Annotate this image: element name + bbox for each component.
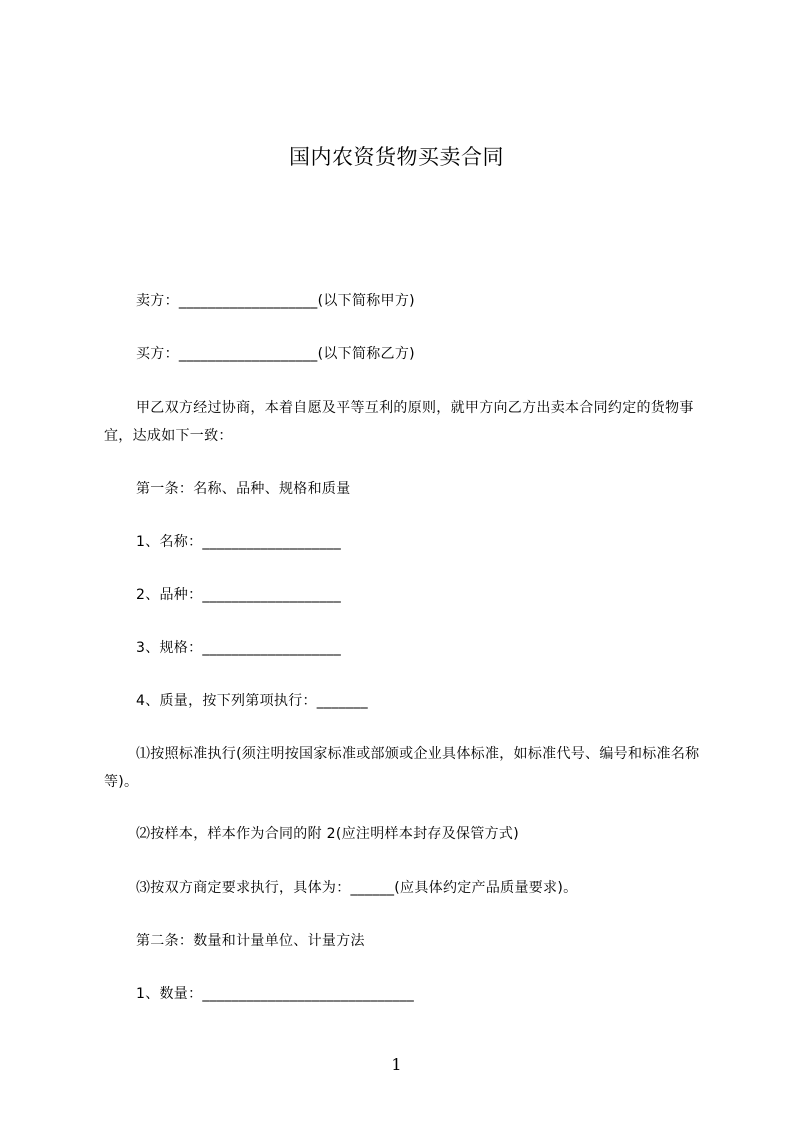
item-spec-line: 3、规格：___________________ bbox=[136, 640, 342, 656]
page-number: 1 bbox=[391, 1055, 402, 1074]
item-quantity-line: 1、数量：_____________________________ bbox=[136, 986, 415, 1002]
quality-option-3: ⑶按双方商定要求执行，具体为：______(应具体约定产品质量要求)。 bbox=[136, 880, 578, 896]
item-name-line: 1、名称：___________________ bbox=[136, 534, 342, 550]
seller-line: 卖方：___________________(以下简称甲方) bbox=[136, 293, 415, 309]
quality-option-1: ⑴按照标准执行(须注明按国家标准或部颁或企业具体标准，如标准代号、编号和标准名称等)。 bbox=[104, 746, 700, 790]
document-title: 国内农资货物买卖合同 bbox=[289, 145, 504, 169]
article1-heading: 第一条：名称、品种、规格和质量 bbox=[136, 481, 351, 497]
item-quality-line: 4、质量，按下列第项执行：_______ bbox=[136, 693, 368, 709]
article2-heading: 第二条：数量和计量单位、计量方法 bbox=[136, 933, 365, 949]
item-variety-line: 2、品种：___________________ bbox=[136, 587, 342, 603]
intro-paragraph: 甲乙双方经过协商，本着自愿及平等互利的原则，就甲方向乙方出卖本合同约定的货物事宜，达成如下一致： bbox=[104, 400, 694, 444]
buyer-line: 买方：___________________(以下简称乙方) bbox=[136, 346, 415, 362]
quality-option-2: ⑵按样本，样本作为合同的附 2(应注明样本封存及保管方式) bbox=[136, 826, 519, 842]
